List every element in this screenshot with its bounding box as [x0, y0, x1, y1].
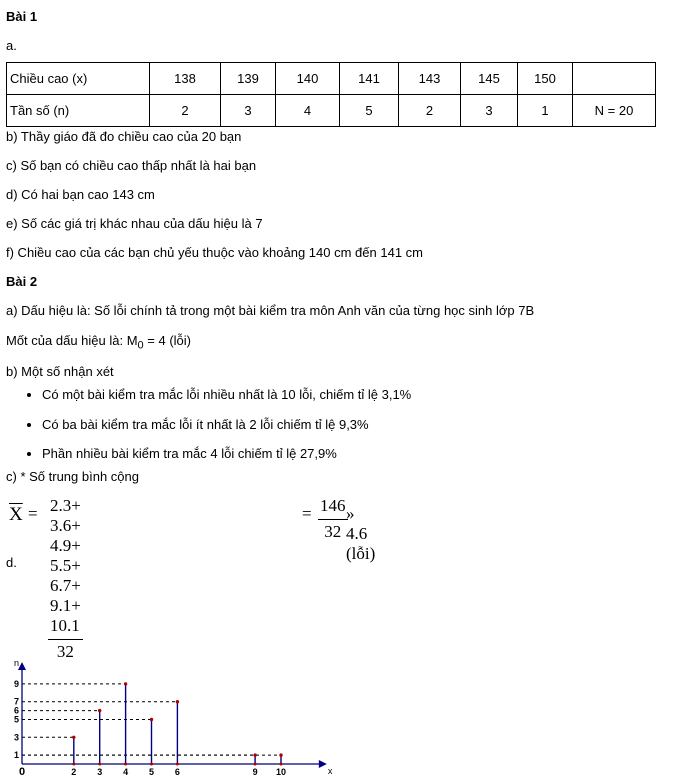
- axis-point: [98, 763, 101, 766]
- table-cell: 3: [221, 95, 276, 127]
- bai1-part-f: f) Chiều cao của các bạn chủ yếu thuộc vào khoảng 140 cm đến 141 cm: [6, 245, 423, 260]
- table-cell: Tần số (n): [7, 95, 150, 127]
- table-cell: 150: [518, 63, 573, 95]
- y-tick-label: 7: [13, 696, 19, 707]
- formula-denominator-2: 32: [324, 522, 342, 541]
- axis-point: [150, 763, 153, 766]
- x-tick-label: 3: [97, 767, 103, 777]
- table-cell: 143: [399, 63, 461, 95]
- bai1-part-d: d) Có hai bạn cao 143 cm: [6, 187, 155, 202]
- x-tick-label: 4: [123, 767, 129, 777]
- table-cell: 4: [276, 95, 340, 127]
- bai2-part-d: d.: [6, 555, 17, 570]
- formula-numerator: 2.3+ 3.6+ 4.9+ 5.5+ 6.7+ 9.1+ 10.1: [50, 496, 81, 635]
- mode-suffix: = 4 (lỗi): [143, 333, 191, 348]
- x-tick-label: 0: [18, 766, 26, 778]
- data-point: [279, 753, 282, 756]
- fraction-bar: [318, 519, 348, 520]
- formula-fraction-2: [318, 496, 348, 542]
- table-cell: 139: [221, 63, 276, 95]
- data-point: [98, 709, 101, 712]
- formula-numerator-2: 146: [320, 496, 346, 515]
- frequency-table: [6, 62, 656, 127]
- bai2-part-c: c) * Số trung bình cộng: [6, 469, 139, 484]
- axis-point: [176, 763, 179, 766]
- bai1-part-e: e) Số các giá trị khác nhau của dấu hiệu là 7: [6, 216, 263, 231]
- y-tick-label: 1: [13, 750, 19, 761]
- table-row: [7, 95, 656, 127]
- mode-subscript: 0: [137, 339, 144, 352]
- data-point: [72, 736, 75, 739]
- y-tick-label: 5: [13, 714, 19, 725]
- y-axis-arrow-icon: [18, 662, 26, 670]
- data-point: [176, 700, 179, 703]
- data-point: [253, 753, 256, 756]
- bai2-part-a: a) Dấu hiệu là: Số lỗi chính tả trong một bài kiểm tra môn Anh văn của từng học sinh lớp 7B: [6, 303, 535, 318]
- list-item: • Có một bài kiểm tra mắc lỗi nhiều nhất là 10 lỗi, chiếm tỉ lệ 3,1%: [42, 387, 411, 403]
- table-row: [7, 63, 656, 95]
- x-axis-label: x: [327, 766, 333, 776]
- axis-point: [72, 763, 75, 766]
- table-cell: Chiều cao (x): [7, 63, 150, 95]
- mode-line: [6, 333, 191, 354]
- x-tick-label: 2: [71, 767, 77, 777]
- bai2-title: Bài 2: [6, 274, 38, 289]
- bai1-title: Bài 1: [6, 9, 38, 24]
- axis-point: [254, 763, 257, 766]
- observations-list: [0, 387, 411, 476]
- table-cell: N = 20: [573, 95, 656, 127]
- y-tick-label: 6: [13, 705, 19, 716]
- bai1-part-a: a.: [6, 38, 17, 53]
- list-item: • Phần nhiều bài kiểm tra mắc 4 lỗi chiếm tỉ lệ 27,9%: [42, 446, 411, 462]
- formula-equals-2: =: [302, 504, 312, 523]
- y-tick-label: 9: [13, 678, 19, 689]
- y-tick-label: 3: [13, 732, 19, 743]
- list-item: • Có ba bài kiểm tra mắc lỗi ít nhất là 2 lỗi chiếm tỉ lệ 9,3%: [42, 417, 411, 433]
- table-cell: 1: [518, 95, 573, 127]
- bai1-part-b: b) Thầy giáo đã đo chiều cao của 20 bạn: [6, 129, 242, 144]
- table-cell: 3: [461, 95, 518, 127]
- data-point: [150, 718, 153, 721]
- formula-denominator: 32: [56, 642, 74, 661]
- axis-point: [280, 763, 283, 766]
- axis-point: [124, 763, 127, 766]
- table-cell: 138: [150, 63, 221, 95]
- y-axis-label: n: [14, 658, 20, 668]
- table-cell: 140: [276, 63, 340, 95]
- table-cell: 2: [399, 95, 461, 127]
- data-point: [124, 682, 127, 685]
- line-diagram-chart: [0, 583, 684, 781]
- table-cell: 5: [340, 95, 399, 127]
- x-tick-label: 9: [252, 767, 258, 777]
- x-tick-label: 5: [148, 767, 155, 777]
- bai1-part-c: c) Số bạn có chiều cao thấp nhất là hai bạn: [6, 158, 257, 173]
- x-tick-label: 10: [275, 767, 287, 777]
- x-tick-label: 6: [174, 767, 180, 777]
- table-cell: 145: [461, 63, 518, 95]
- table-cell: [573, 63, 656, 95]
- table-cell: 141: [340, 63, 399, 95]
- table-cell: 2: [150, 95, 221, 127]
- formula-mean-symbol: $\overline{X}$: [9, 504, 23, 525]
- formula-equals: =: [28, 504, 38, 523]
- mode-prefix: Mốt của dấu hiệu là: M: [6, 333, 138, 348]
- x-axis-arrow-icon: [319, 760, 327, 768]
- bai2-part-b: b) Một số nhận xét: [6, 364, 114, 379]
- formula-result: » 4.6 (lỗi): [346, 504, 376, 563]
